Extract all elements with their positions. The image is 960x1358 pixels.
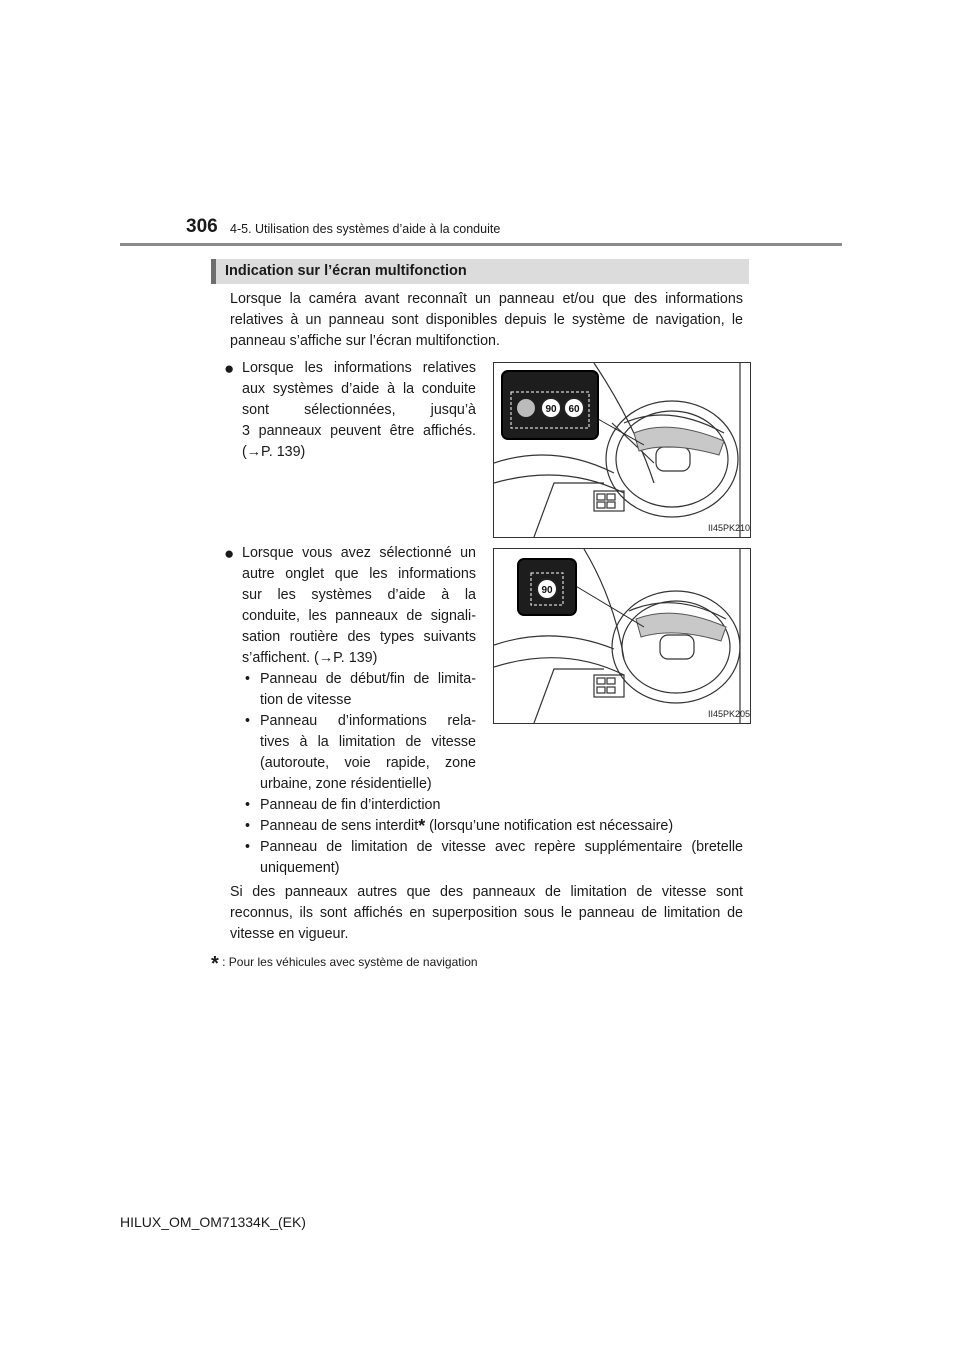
footnote-marker: * bbox=[418, 816, 426, 836]
sub-item-line: tives à la limitation de vitesse bbox=[260, 734, 476, 750]
figure-dashboard-three-signs bbox=[493, 362, 751, 538]
sub-item-3: Panneau de fin d’interdiction bbox=[260, 797, 441, 813]
bullet2-text bbox=[242, 543, 476, 669]
sub-item-2 bbox=[260, 711, 476, 795]
bullet2-line: s’affichent. (→P. 139) bbox=[242, 650, 378, 666]
figure-dashboard-one-sign bbox=[493, 548, 751, 724]
sub-item-line: uniquement) bbox=[260, 860, 340, 876]
bullet-icon: ● bbox=[224, 359, 235, 378]
figure-code: II45PK210 bbox=[708, 523, 751, 533]
dashboard-illustration bbox=[494, 363, 750, 537]
sub-bullet-icon: • bbox=[245, 797, 251, 813]
sub-item-5 bbox=[260, 837, 743, 879]
sign-60-label: 60 bbox=[568, 404, 580, 415]
bullet1-text bbox=[242, 358, 476, 463]
bullet1-line: (→P. 139) bbox=[242, 444, 306, 460]
heading-title: Indication sur l’écran multifonction bbox=[225, 263, 467, 279]
dashboard-illustration bbox=[494, 549, 750, 723]
closing-paragraph: Si des panneaux autres que des panneaux de limitation de vitesse sont reconnus, ils sont affichés en superposition sous le panneau de limitation de vitesse en vigueur. bbox=[230, 884, 743, 942]
bullet1-line: Lorsque les informations relatives bbox=[242, 360, 476, 376]
sub-item-line: tion de vitesse bbox=[260, 692, 352, 708]
bullet-icon: ● bbox=[224, 544, 235, 563]
bullet1-line: sont sélectionnées, jusqu’à bbox=[242, 402, 476, 418]
bullet1-line: aux systèmes d’aide à la conduite bbox=[242, 381, 476, 397]
sub-bullet-icon: • bbox=[245, 839, 251, 855]
sub-item-line: (autoroute, voie rapide, zone bbox=[260, 755, 476, 771]
figure-code: II45PK205 bbox=[708, 709, 751, 719]
sub-item-line: Panneau de limitation de vitesse avec repère supplémentaire (bretelle bbox=[260, 839, 743, 855]
sub-bullet-icon: • bbox=[245, 671, 251, 687]
section-title: 4-5. Utilisation des systèmes d’aide à la conduite bbox=[230, 222, 501, 236]
intro-paragraph: Lorsque la caméra avant reconnaît un panneau et/ou que des informations relatives à un panneau sont disponibles depuis le système de navigation, le panneau s’affiche sur l’écran multifonction. bbox=[230, 291, 743, 349]
footnote bbox=[211, 953, 478, 976]
sub-item-line: Panneau d’informations rela- bbox=[260, 713, 476, 729]
bullet2-line: Lorsque vous avez sélectionné un bbox=[242, 545, 476, 561]
sub-item-4-text: Panneau de sens interdit bbox=[260, 818, 419, 834]
footnote-star: * bbox=[211, 953, 219, 975]
document-code: HILUX_OM_OM71334K_(EK) bbox=[120, 1214, 306, 1230]
sub-bullet-icon: • bbox=[245, 818, 251, 834]
footnote-text: : Pour les véhicules avec système de navigation bbox=[218, 955, 478, 969]
sign-90-label: 90 bbox=[541, 585, 553, 596]
sign-90-label: 90 bbox=[545, 404, 557, 415]
bullet2-line: conduite, les panneaux de signali- bbox=[242, 608, 476, 624]
heading-bar bbox=[211, 259, 749, 284]
heading-accent bbox=[211, 259, 216, 284]
sub-item-4 bbox=[260, 816, 673, 837]
bullet2-line: sation routière des types suivants bbox=[242, 629, 476, 645]
bullet2-line: sur les systèmes d’aide à la bbox=[242, 587, 476, 603]
sub-item-line: Panneau de début/fin de limita- bbox=[260, 671, 476, 687]
header-rule bbox=[120, 243, 842, 246]
sub-item-4-text: (lorsqu’une notification est nécessaire) bbox=[425, 818, 674, 834]
page-number: 306 bbox=[186, 216, 218, 237]
sub-item-line: urbaine, zone résidentielle) bbox=[260, 776, 432, 792]
bullet1-line: 3 panneaux peuvent être affichés. bbox=[242, 423, 476, 439]
sub-item-1 bbox=[260, 669, 476, 711]
sub-bullet-icon: • bbox=[245, 713, 251, 729]
bullet2-line: autre onglet que les informations bbox=[242, 566, 476, 582]
